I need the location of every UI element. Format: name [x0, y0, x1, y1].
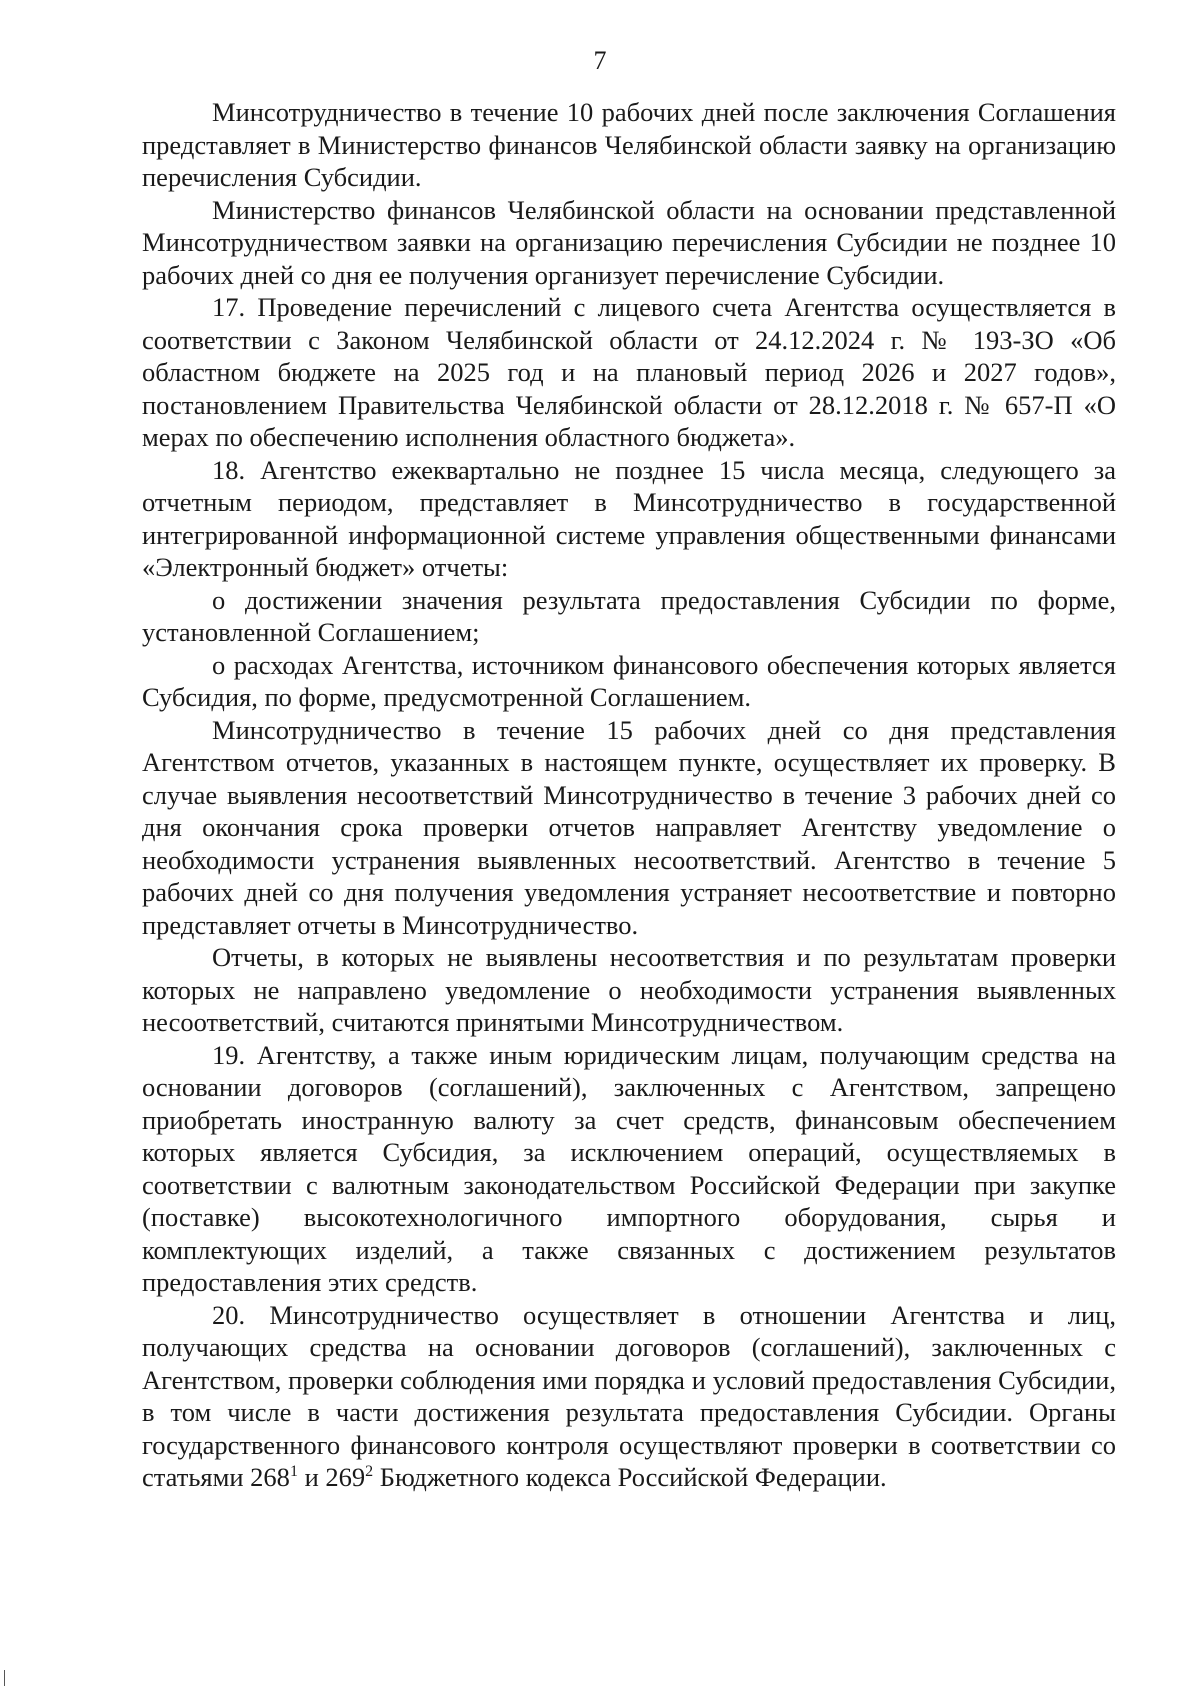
paragraph-18-verification: Минсотрудничество в течение 15 рабочих дней со дня представления Агентством отчетов, указанных в настоящем пункте, осуществляет их проверку. В случае выявления несоответствий Минсотрудничество в течение 3 рабочих дней со дня окончания срока проверки отчетов направляет Агентству уведомление о необходимости устранения выявленных несоответствий. Агентство в течение 5 рабочих дней со дня получения уведомления устраняет несоответствие и повторно представляет отчеты в Минсотрудничество.: [142, 714, 1116, 940]
paragraph-ministry-transfer: Министерство финансов Челябинской области на основании представленной Минсотрудничеством заявки на организацию перечисления Субсидии не позднее 10 рабочих дней со дня ее получения организует перечисление Субсидии.: [142, 194, 1116, 290]
paragraph-20: [142, 1299, 1116, 1494]
paragraph-18-report-results: о достижении значения результата предоставления Субсидии по форме, установленной Соглашением;: [142, 584, 1116, 647]
paragraph-20-part2: и 269: [297, 1462, 366, 1492]
paragraph-19: 19. Агентству, а также иным юридическим лицам, получающим средства на основании договоров (соглашений), заключенных с Агентством, запрещено приобретать иностранную валюту за счет средств, финансовым обеспечением которых является Субсидия, за исключением операций, осуществляемых в соответствии с валютным законодательством Российской Федерации при закупке (поставке) высокотехнологичного импортного оборудования, сырья и комплектующих изделий, а также связанных с достижением результатов предоставления этих средств.: [142, 1039, 1116, 1297]
superscript-269: 2: [365, 1463, 374, 1481]
scan-margin-mark: [4, 1670, 5, 1686]
paragraph-18: 18. Агентство ежеквартально не позднее 15 числа месяца, следующего за отчетным периодом, представляет в Минсотрудничество в государственной интегрированной информационной системе управления общественными финансами «Электронный бюджет» отчеты:: [142, 454, 1116, 582]
paragraph-18-report-expenses: о расходах Агентства, источником финансового обеспечения которых является Субсидия, по форме, предусмотренной Соглашением.: [142, 649, 1116, 712]
paragraph-20-part1: 20. Минсотрудничество осуществляет в отношении Агентства и лиц, получающих средства на основании договоров (соглашений), заключенных с Агентством, проверки соблюдения ими порядка и условий предоставления Субсидии, в том числе в части достижения результата предоставления Субсидии. Органы государственного финансового контроля осуществляют проверки в соответствии со статьями 268: [142, 1299, 1116, 1492]
superscript-268: 1: [289, 1463, 298, 1481]
paragraph-18-accepted-reports: Отчеты, в которых не выявлены несоответствия и по результатам проверки которых не направлено уведомление о необходимости устранения выявленных несоответствий, считаются принятыми Минсотрудничеством.: [142, 942, 1116, 1037]
paragraph-application: Минсотрудничество в течение 10 рабочих дней после заключения Соглашения представляет в Министерство финансов Челябинской области заявку на организацию перечисления Субсидии.: [142, 97, 1116, 192]
paragraph-20-part3: Бюджетного кодекса Российской Федерации.: [373, 1462, 887, 1492]
paragraph-17: 17. Проведение перечислений с лицевого счета Агентства осуществляется в соответствии с Законом Челябинской области от 24.12.2024 г. № 193-ЗО «Об областном бюджете на 2025 год и на плановый период 2026 и 2027 годов», постановлением Правительства Челябинской области от 28.12.2018 г. № 657-П «О мерах по обеспечению исполнения областного бюджета».: [142, 292, 1116, 452]
document-body: [142, 96, 1116, 1494]
page-number: 7: [593, 46, 607, 75]
